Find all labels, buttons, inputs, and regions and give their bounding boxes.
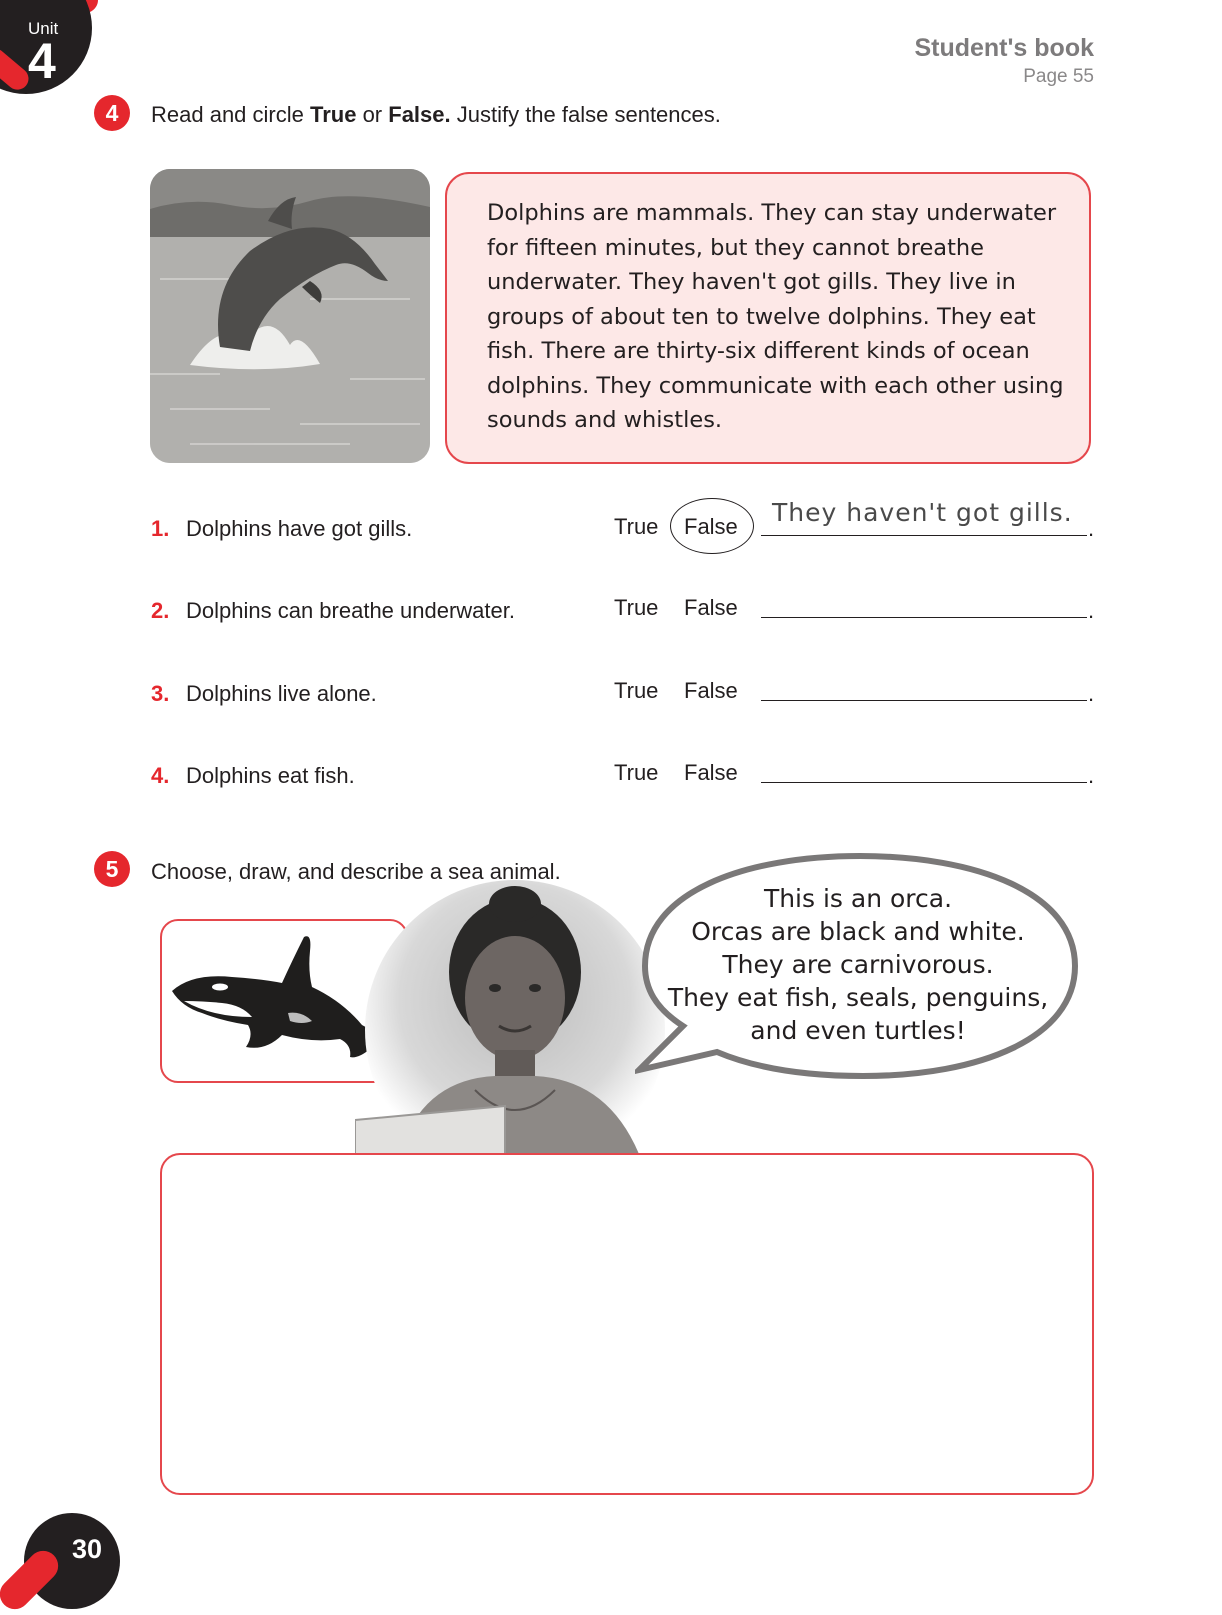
speech-line-1: This is an orca. (763, 884, 953, 913)
question-1-number: 1. (151, 516, 170, 541)
speech-text (660, 882, 1056, 1047)
book-title: Student's book (914, 34, 1094, 62)
question-4-text: Dolphins eat fish. (186, 763, 355, 788)
unit-number: 4 (28, 33, 56, 89)
question-1-true-option[interactable]: True (614, 514, 659, 539)
question-4-false-option[interactable]: False (684, 760, 738, 785)
unit-label: Unit (28, 19, 59, 38)
question-3-true-option[interactable]: True (614, 678, 659, 703)
question-3-number: 3. (151, 681, 170, 706)
question-1-answer: They haven't got gills. (772, 498, 1073, 527)
speech-line-5: and even turtles! (750, 1016, 966, 1045)
question-4-period: . (1088, 763, 1095, 788)
question-2-false-option[interactable]: False (684, 595, 738, 620)
question-4-number: 4. (151, 763, 170, 788)
exercise-4-instruction: Read and circle True or False. Justify the false sentences. (151, 102, 721, 127)
question-1-text: Dolphins have got gills. (186, 516, 413, 541)
question-2-text: Dolphins can breathe underwater. (186, 598, 515, 623)
reading-passage-text: Dolphins are mammals. They can stay underwater for fifteen minutes, but they cannot breathe underwater. They haven't got gills. They live in groups of about ten to twelve dolphins. They eat fish. There are thirty-six different kinds of ocean dolphins. They communicate with each other using sounds and whistles. (487, 200, 1064, 433)
drawing-area[interactable] (160, 1153, 1094, 1495)
dolphin-photo (150, 169, 430, 463)
question-4-true-option[interactable]: True (614, 760, 659, 785)
girl-photo (355, 880, 680, 1170)
speech-line-4: They eat fish, seals, penguins, (667, 983, 1049, 1012)
page-number: 30 (71, 1534, 103, 1564)
question-2-period: . (1088, 598, 1095, 623)
question-3-period: . (1088, 681, 1095, 706)
exercise-5-instruction: Choose, draw, and describe a sea animal. (151, 859, 561, 884)
question-1-false-option[interactable]: False (684, 514, 738, 539)
exercise-number-4: 4 (94, 95, 130, 131)
question-1-answer-line[interactable] (761, 535, 1087, 536)
speech-line-2: Orcas are black and white. (691, 917, 1025, 946)
book-page-ref: Page 55 (1023, 66, 1094, 87)
question-3-text: Dolphins live alone. (186, 681, 377, 706)
question-3-answer-line[interactable] (761, 700, 1087, 701)
question-1-period: . (1088, 516, 1095, 541)
question-3-false-option[interactable]: False (684, 678, 738, 703)
speech-line-3: They are carnivorous. (722, 950, 994, 979)
question-2-true-option[interactable]: True (614, 595, 659, 620)
question-4-answer-line[interactable] (761, 782, 1087, 783)
exercise-number-5: 5 (94, 851, 130, 887)
question-2-answer-line[interactable] (761, 617, 1087, 618)
question-2-number: 2. (151, 598, 170, 623)
